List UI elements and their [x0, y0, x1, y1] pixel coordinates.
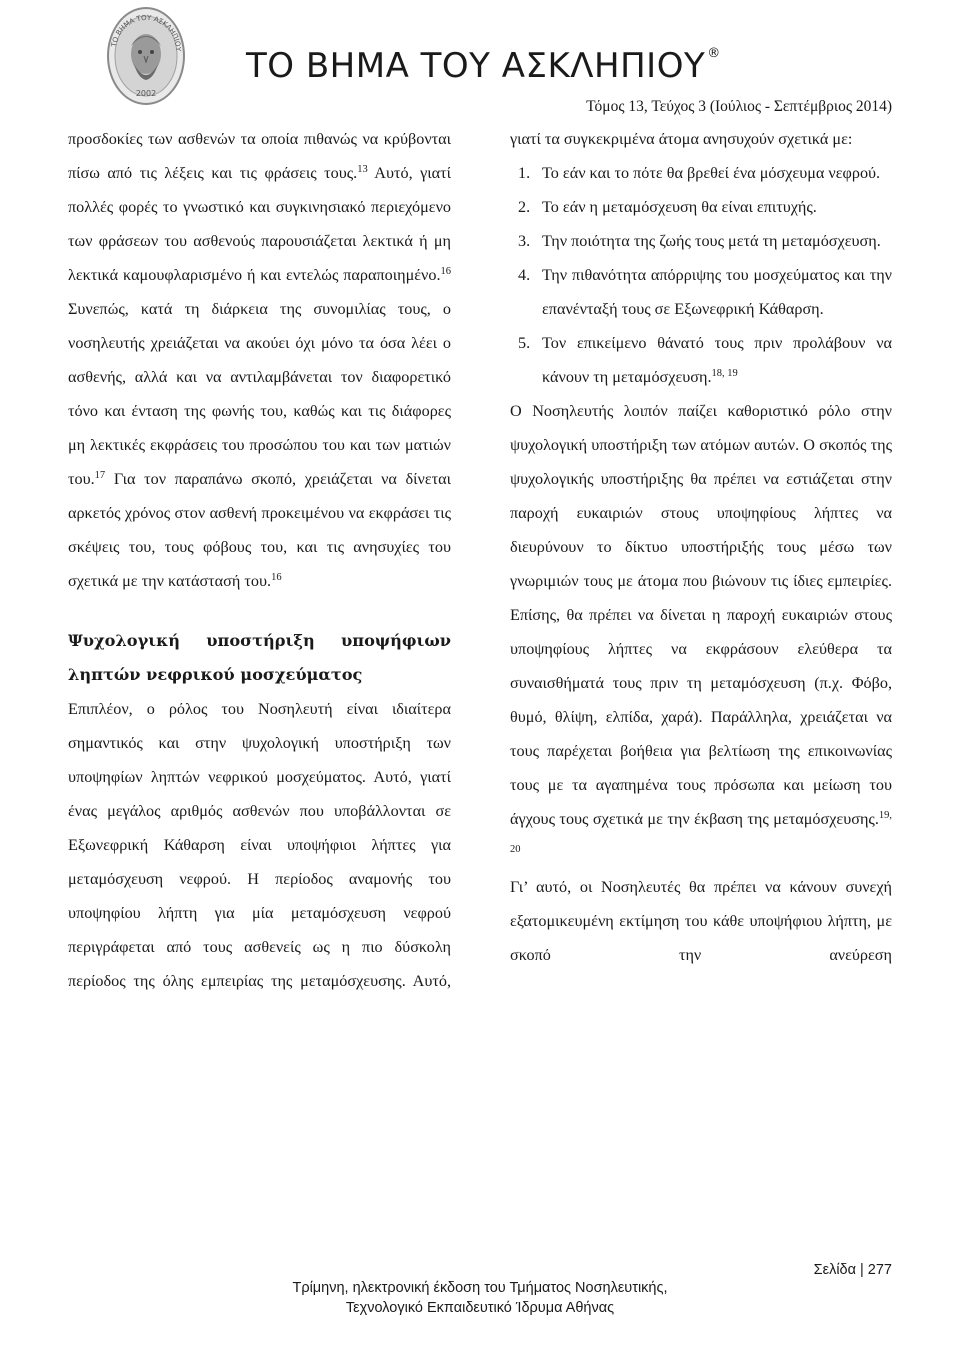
list-item: 5. Τον επικείμενο θάνατό τους πριν προλάβουν να κάνουν τη μεταμόσχευση.$^{18, 19}$	[518, 334, 892, 386]
left-paragraph-2: Επιπλέον, ο ρόλος του Νοσηλευτή είναι ιδιαίτερα σημαντικός και στην ψυχολογική υποστήριξη των υποψηφίων ληπτών νεφρικού μοσχεύματος. Αυτό, γιατί ένας μεγάλος αριθμός ασθενών που υποβάλλονται σε Εξωνεφρική Κάθαρση είναι υποψήφιοι λήπτες για μεταμόσχευση νεφρού. Η περίοδος αναμονής του υποψηφίου λήπτη για μία μεταμόσχευση νεφρού περιγράφεται από τους ασθενείς ως η πιο δύσκολη περίοδος της όλης εμπειρίας της μεταμόσχευσης. Αυτό,	[68, 700, 451, 990]
citation-ref: 17	[94, 470, 106, 481]
logo-year: 2002	[135, 89, 157, 98]
list-item: 4. Την πιθανότητα απόρριψης του μοσχεύματος και την επανένταξή τους σε Εξωνεφρική Κάθαρση.	[518, 266, 892, 318]
right-paragraph-1: Ο Νοσηλευτής λοιπόν παίζει καθοριστικό ρόλο στην ψυχολογική υποστήριξη των ατόμων αυτών. Ο σκοπός της ψυχολογικής υποστήριξης θα πρέπει να εστιάζεται στην παροχή ευκαιριών στους υποψηφίους λήπτες να διευρύνουν το δίκτυο υποστήριξής τους μέσω των γνωριμιών τους με άτομα που βιώνουν τις ίδιες εμπειρίες. Επίσης, θα πρέπει να δίνεται η παροχή ευκαιριών στους υποψηφίους λήπτες να εκφράσουν ελεύθερα τα συναισθήματά τους πριν τη μεταμόσχευση (π.χ. Φόβο, θυμό, θλίψη, ελπίδα, χαρά). Παράλληλα, χρειάζεται να τους παρέχεται βοήθεια για βελτίωση της επικοινωνίας τους με τα αγαπημένα τους πρόσωπα και μείωση του άγχους τους σχετικά με την έκβαση της μεταμόσχευσης.$^{19, 20}$	[510, 402, 892, 855]
registered-mark: ®	[707, 46, 721, 61]
left-paragraph-1: προσδοκίες των ασθενών τα οποία πιθανώς να κρύβονται πίσω από τις λέξεις και τις φράσεις τους.$^{13}$ Αυτό, γιατί πολλές φορές το γνωστικό και συγκινησιακό περιεχόμενο των φράσεων του ασθενούς παρουσιάζεται λεκτικά ή μη λεκτικά καμουφλαρισμένο ή και εντελώς παραποιημένο.$^{16}$ Συνεπώς, κατά τη διάρκεια της συνομιλίας τους, ο νοσηλευτής χρειάζεται να ακούει όχι μόνο τα όσα λέει ο ασθενής, αλλά και να αντιλαμβάνεται τον διαφορετικό τόνο και ένταση της φωνής του, καθώς και τις διάφορες μη λεκτικές εκφράσεις του προσώπου του και των ματιών του.$^{17}$ Για τον παραπάνω σκοπό, χρειάζεται να δίνεται αρκετός χρόνος στον ασθενή προκειμένου να εκφράσει τις σκέψεις του, τους φόβους του, και τις ανησυχίες του σχετικά με την κατάστασή του.$^{16}$	[68, 130, 451, 590]
journal-title: ΤΟ ΒΗΜΑ ΤΟΥ ΑΣΚΛΗΠΙΟΥ ®	[246, 46, 721, 86]
footer-line-2: Τεχνολογικό Εκπαιδευτικό Ίδρυμα Αθήνας	[345, 1300, 615, 1316]
citation-ref: 18, 19	[711, 368, 738, 379]
section-heading: Ψυχολογική υποστήριξη υποψήφιων ληπτών νεφρικού μοσχεύματος	[68, 631, 451, 684]
journal-logo	[106, 6, 186, 112]
list-item: 2. Το εάν η μεταμόσχευση θα είναι επιτυχής.	[518, 198, 817, 216]
list-item: 3. Την ποιότητα της ζωής τους μετά τη μεταμόσχευση.	[518, 232, 881, 250]
footer	[0, 1278, 960, 1318]
citation-ref: 13	[357, 164, 368, 175]
list-item: 1. Το εάν και το πότε θα βρεθεί ένα μόσχευμα νεφρού.	[518, 164, 881, 182]
concerns-list	[510, 156, 892, 394]
right-paragraph-2: Γι’ αυτό, οι Νοσηλευτές θα πρέπει να κάνουν συνεχή εξατομικευμένη εκτίμηση του κάθε υποψήφιου λήπτη, με σκοπό την ανεύρεση	[510, 878, 892, 964]
issue-info: Τόμος 13, Τεύχος 3 (Ιούλιος - Σεπτέμβριος 2014)	[586, 98, 892, 115]
right-intro: γιατί τα συγκεκριμένα άτομα ανησυχούν σχετικά με:	[510, 130, 853, 148]
citation-ref: 16	[440, 266, 451, 277]
citation-ref: 19, 20	[510, 810, 892, 855]
logo-arc-text: ΤΟ ΒΗΜΑ ΤΟΥ ΑΣΚΛΗΠΙΟΥ	[110, 13, 183, 52]
page-number: Σελίδα | 277	[813, 1262, 892, 1278]
right-column	[510, 122, 892, 972]
footer-line-1: Τρίμηνη, ηλεκτρονική έκδοση του Τμήματος Νοσηλευτικής,	[292, 1280, 668, 1296]
citation-ref: 16	[271, 572, 282, 583]
left-column	[68, 122, 451, 998]
